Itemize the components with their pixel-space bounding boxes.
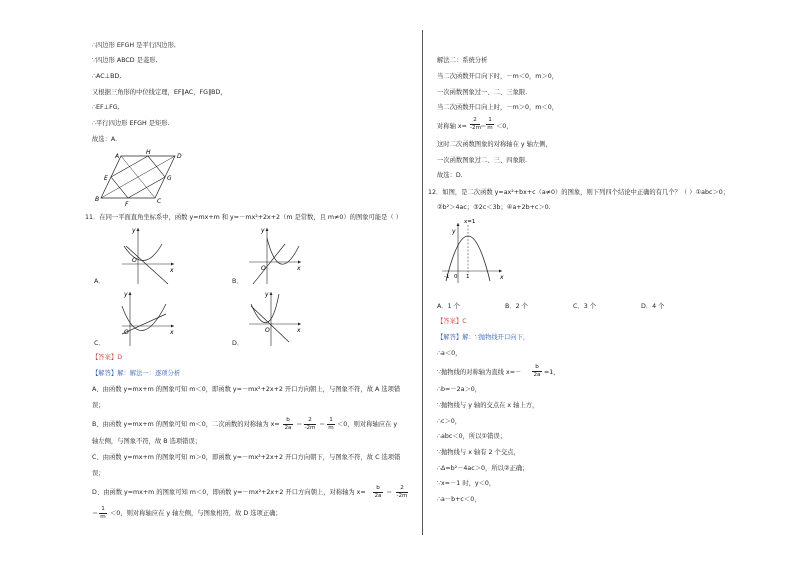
axis-x-label: x — [500, 274, 504, 281]
text-line: ＝ — [480, 123, 487, 130]
graph-option-d — [245, 290, 305, 348]
denominator: 2a — [533, 372, 541, 378]
text-line: ＜0， — [496, 123, 513, 130]
option-b-label: B． — [232, 278, 243, 285]
solution-line: ＝ — [92, 510, 99, 517]
numerator: b — [376, 485, 380, 491]
solution-line: ∴a－b+c＜0， — [437, 496, 481, 503]
numerator: b — [286, 417, 290, 423]
denominator: m — [487, 125, 493, 131]
numerator: 1 — [488, 117, 492, 123]
axis-y-label: y — [132, 227, 136, 234]
solution-line: ∴b=－2a＞0， — [437, 386, 482, 393]
text-line: 当二次函数开口向下时，－m＜0，m＞0， — [437, 73, 559, 80]
solution-line — [92, 370, 180, 378]
solution-tag: 【解答】解：解法一：逐项分析 — [92, 370, 181, 377]
axis-x-label: x — [297, 265, 301, 272]
origin-label: O — [265, 327, 270, 334]
question-12-conclusions: ②b²＞4ac；③2c＜3b；④a+2b+c＞0. — [437, 204, 551, 211]
graph-option-b — [245, 226, 305, 286]
solution-line: ＜0，则对称轴应在 y — [337, 421, 398, 428]
rhombus-label: F — [125, 201, 129, 208]
solution-line: D、由函数 y=mx+m 的图象可知 m＜0，即函数 y=－mx²+2x+2 开口方向朝上，对称轴为 x= — [92, 489, 366, 496]
text-line: 解法二：系统分析 — [437, 57, 488, 64]
text-line: ∴EF⊥FG, — [92, 104, 120, 111]
tick-label: 0 — [454, 274, 458, 280]
solution-line: 误； — [92, 402, 105, 409]
denominator: -2m — [396, 493, 408, 499]
axis-y-label: y — [265, 291, 269, 298]
solution-line: ∴c＞0， — [437, 418, 462, 425]
text-line: ∴四边形 EFGH 是平行四边形, — [92, 42, 176, 49]
fraction — [470, 117, 480, 131]
choice-d: D．4 个 — [641, 303, 665, 310]
rhombus-label: B — [95, 196, 100, 203]
choice-a: A．1 个 — [437, 303, 460, 310]
choice-c: C．3 个 — [573, 303, 596, 310]
column-divider — [422, 30, 423, 535]
solution-line: C、由函数 y=mx+m 的图象可知 m＞0，即函数 y=－mx²+2x+2 开口方向朝下，与图象不符，故 C 选项错 — [92, 454, 401, 461]
origin-label: O — [261, 265, 266, 272]
numerator: b — [535, 364, 539, 370]
rhombus-label: G — [167, 175, 172, 182]
answer-label: 【答案】C — [437, 318, 467, 325]
tick-label: 1 — [466, 274, 470, 280]
fraction — [396, 485, 408, 499]
axis-x-label: x — [170, 267, 174, 274]
solution-tag: 【解答】解：∵抛物线开口向下， — [437, 334, 530, 341]
denominator: 2a — [284, 425, 292, 431]
choice-b: B．2 个 — [505, 303, 528, 310]
rhombus-figure — [95, 150, 185, 208]
text-line: 故选：D. — [437, 172, 463, 179]
axis-x-label: x — [170, 329, 174, 336]
text-line: 当二次函数开口向上时，－m＞0，m＜0， — [437, 104, 559, 111]
solution-line: ∴Δ=b²－4ac＞0，所以②正确； — [437, 465, 529, 472]
rhombus-label: A — [115, 153, 120, 160]
solution-line: ＝ — [386, 489, 393, 496]
solution-line: ∵x=－1 时，y＜0， — [437, 480, 496, 487]
text-line: 一次函数图象过一、二、三象限. — [437, 89, 528, 96]
numerator: 1 — [101, 506, 105, 512]
axis-x-label: x — [297, 327, 301, 334]
solution-line: ∵抛物线与 x 轴有 2 个交点， — [437, 449, 520, 456]
fraction — [99, 506, 107, 520]
solution-line: ∵抛物线的对称轴为直线 x=－ — [437, 369, 522, 376]
text-line: 一次函数图象过二、三、四象限. — [437, 157, 528, 164]
option-d-label: D． — [232, 340, 244, 347]
rhombus-label: D — [177, 153, 182, 160]
text-line: 对称轴 x= — [437, 123, 467, 130]
tick-label: -1 — [444, 274, 450, 280]
solution-line: ＝ — [319, 421, 326, 428]
solution-line: B、由函数 y=mx+m 的图象可知 m＜0，二次函数的对称轴为 x= — [92, 421, 280, 428]
numerator: 1 — [329, 417, 333, 423]
axis-y-label: y — [261, 227, 265, 234]
graph-option-a — [118, 226, 178, 286]
question-11: 11．在同一平面直角坐标系中，函数 y=mx+m 和 y=－mx²+2x+2（m 是常数，且 m≠0）的图象可能是（ ） — [85, 214, 403, 221]
fraction — [283, 417, 293, 431]
solution-line: =1， — [544, 369, 560, 376]
solution-line: ∵抛物线与 y 轴的交点在 x 轴上方， — [437, 402, 539, 409]
axis-y-label: y — [124, 291, 128, 298]
answer-label: 【答案】D — [92, 354, 123, 361]
numerator: 2 — [400, 485, 404, 491]
origin-label: O — [132, 257, 137, 264]
solution-line — [437, 334, 529, 342]
text-line: 这时二次函数图象的对称轴在 y 轴左侧， — [437, 141, 552, 148]
solution-line: ∴a＜0， — [437, 350, 462, 357]
graph-option-c — [118, 290, 178, 348]
axis-y-label: y — [452, 228, 456, 235]
text-line: 故选：A. — [92, 136, 118, 143]
solution-line: 误； — [92, 470, 105, 477]
solution-line: ＝ — [296, 421, 303, 428]
rhombus-label: E — [104, 175, 108, 182]
fraction — [373, 485, 383, 499]
solution-line: ∴abc＜0，所以①错误； — [437, 433, 507, 440]
parabola-graph — [438, 215, 508, 285]
denominator: m — [100, 514, 106, 520]
denominator: 2a — [374, 493, 382, 499]
option-c-label: C． — [94, 340, 105, 347]
origin-label: O — [124, 329, 129, 336]
denominator: m — [328, 425, 334, 431]
numerator: 2 — [473, 117, 477, 123]
denominator: -2m — [470, 125, 482, 131]
axis-of-symmetry-label: x=1 — [464, 219, 476, 225]
question-12: 12．如图，是二次函数 y=ax²+bx+c（a≠0）的图象，则下列四个结论中正确的有几个？（ ）①abc＞0； — [428, 189, 730, 196]
text-line: ∴AC⊥BD, — [92, 73, 122, 80]
solution-line: A、由函数 y=mx+m 的图象可知 m＜0，即函数 y=－mx²+2x+2 开口方向朝上，与图象不符，故 A 选项错 — [92, 386, 401, 393]
fraction — [304, 417, 316, 431]
solution-line: 轴左侧，与图象不符，故 B 选项错误； — [92, 438, 202, 445]
fraction — [327, 417, 335, 431]
solution-line: ＜0，则对称轴应在 y 轴左侧，与图象相符，故 D 选项正确； — [110, 510, 282, 517]
fraction — [532, 364, 542, 378]
text-line: ∴平行四边形 EFGH 是矩形. — [92, 120, 170, 127]
fraction — [486, 117, 494, 131]
denominator: -2m — [304, 425, 316, 431]
rhombus-label: C — [157, 198, 162, 205]
text-line: ∵四边形 ABCD 是菱形, — [92, 57, 158, 64]
rhombus-label: H — [146, 149, 151, 156]
option-a-label: A． — [94, 278, 105, 285]
numerator: 2 — [308, 417, 312, 423]
text-line: 又根据三角形的中位线定理，EF∥AC，FG∥BD， — [92, 89, 227, 96]
